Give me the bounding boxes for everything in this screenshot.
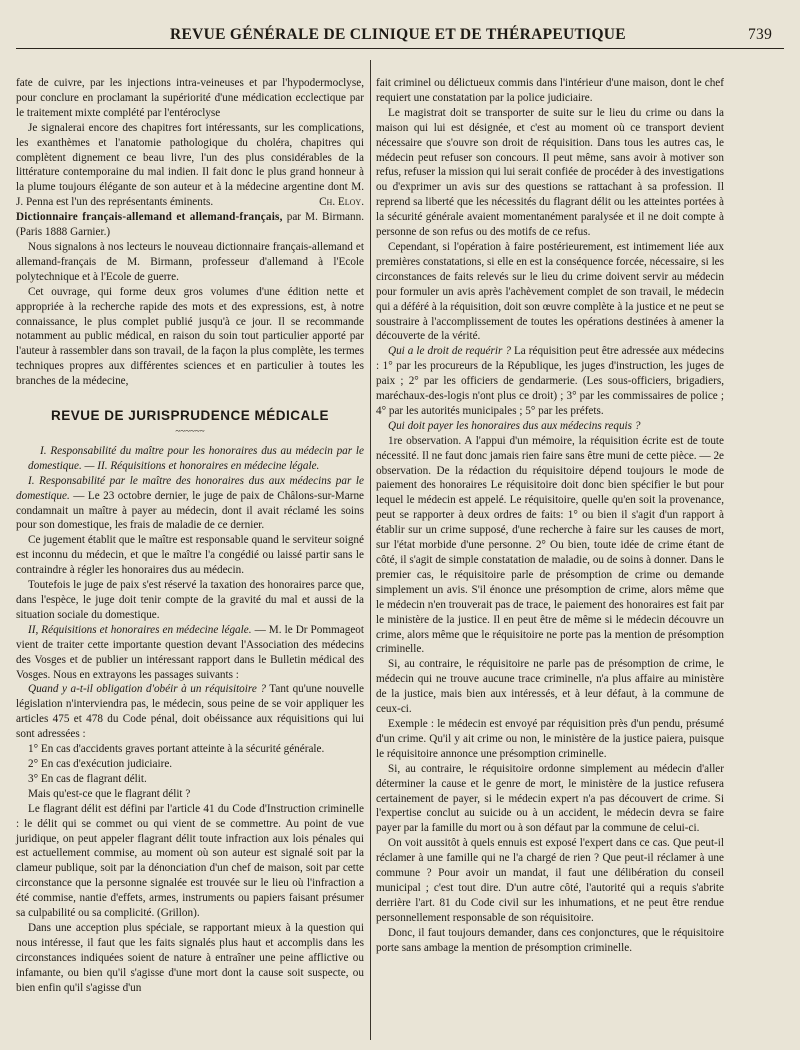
- column-separator: [370, 60, 371, 1040]
- subheading: I. Responsabilité par le maître des honoraires dus aux médecins par le domestique.: [16, 474, 364, 502]
- running-title: REVUE GÉNÉRALE DE CLINIQUE ET DE THÉRAPEUTIQUE: [170, 26, 626, 43]
- paragraph: I. Responsabilité par le maître des honoraires dus aux médecins par le domestique. — Le 23 octobre dernier, le juge de paix de Châlons-sur-Marne condamnait un maître à payer au médecin, dont il avait réclamé les soins pour son domestique, les frais de maladie de ce dernier.: [16, 474, 365, 532]
- ornament-divider: ~~~~~~: [175, 425, 205, 436]
- left-column: [16, 76, 364, 995]
- signature: Ch. Eloy.: [319, 196, 364, 209]
- list-item: 2° En cas d'exécution judiciaire.: [28, 757, 173, 770]
- paragraph: On voit aussitôt à quels ennuis est exposé l'expert dans ce cas. Que peut-il réclamer à une famille qui ne l'a chargé de rien ? Que peut-il réclamer à une commune ? Pour avoir un mandat, il faut une délibération du conseil municipal ; c'est tout dire. D'un autre côté, l'autorité qui a requis s'abrite derrière l'art. 81 du Code civil sur les inhumations, et ne peut être rendue personnellement responsable de son réquisitoire.: [376, 837, 724, 924]
- header-rule: [16, 48, 784, 49]
- paragraph: Mais qu'est-ce que le flagrant délit ?: [28, 787, 191, 800]
- right-column: [376, 76, 724, 955]
- list-item: 3° En cas de flagrant délit.: [28, 772, 147, 785]
- paragraph: Dans une acception plus spéciale, se rapportant mieux à la question qui nous intéresse, il faut que les faits signalés plus haut et accomplis dans les circonstances indiquées soient de nature à entraîner une peine afflictive ou infamante, ou bien qu'il s'agisse d'une mort dont la cause soit suspecte, ou bien enfin qu'il s'agisse d'un: [16, 921, 364, 994]
- paragraph: Toutefois le juge de paix s'est réservé la taxation des honoraires parce que, dans l'espèce, le juge doit tenir compte de la gravité du mal et aussi de la situation sociale du domestique.: [16, 579, 364, 621]
- paragraph: Ce jugement établit que le maître est responsable quand le serviteur soigné est inconnu du médecin, et que le maître l'a congédié ou laissé partir sans le contraindre à régler les honoraires dus au médecin.: [16, 534, 364, 577]
- question: Quand y a-t-il obligation d'obéir à un réquisitoire ?: [28, 683, 266, 696]
- section-title: REVUE DE JURISPRUDENCE MÉDICALE: [50, 408, 330, 424]
- paragraph: Qui a le droit de requérir ? La réquisition peut être adressée aux médecins : 1° par les procureurs de la République, les juges d'instruction, les juges de paix ; 2° par les officiers de gendarmerie. (Les sous-officiers, brigadiers, maréchaux-des-logis n'ont plus ce droit) ; 3° par les commissaires de police ; 4° par les autorités municipales ; 5° par les préfets.: [376, 345, 724, 417]
- subheading: II, Réquisitions et honoraires en médecine légale.: [28, 623, 252, 636]
- paragraph: Cependant, si l'opération à faire postérieurement, est intimement liée aux premières constatations, si elle en est la conséquence forcée, nécessaire, si les circonstances de faits relevés sur le lieu du crime doivent servir au médecin pour formuler un avis après l'achèvement complet de son travail, le médecin qui a déféré à la réquisition, doit son œuvre complète à la justice et ne peut se soustraire à l'accomplissement de toutes les opérations destinées à amener la découverte de la vérité.: [376, 240, 724, 343]
- book-title: Dictionnaire français-allemand et allemand-français,: [16, 211, 283, 224]
- paragraph: 1re observation. A l'appui d'un mémoire, la réquisition écrite est de toute nécessité. Il ne faut donc jamais rien faire sans être muni de cette pièce. — 2e observation. De la rédaction du réquisitoire dépend toujours le mode de paiement des honoraires Le réquisitoire doit donc bien spécifier le but pour lequel le médecin est appelé. Le réquisitoire, quelle qu'en soit la provenance, peut se rapporter à deux ordres de faits: 1° ou bien il s'agit d'un rapport à établir sur un crime supposé, d'une recherche à faire sur les causes de mort, sur l'état morbide d'une personne. 2° Ou bien, toute idée de crime étant de côté, il s'agit de simple constatation de maladie, ou de soins à donner. Dans le premier cas, le réquisitoire parle de présomption de crime ou demande simplement un avis. S'il énonce une présomption de crime, alors même que le médecin n'en trouverait pas de trace, le paiement des honoraires est fait par le ministère de la justice. Il en peut être de même si le médecin découvre un crime, alors même que le réquisitoire ne porte pas la mention de présomption criminelle.: [376, 434, 724, 656]
- paragraph: Exemple : le médecin est envoyé par réquisition près d'un pendu, présumé d'un crime. Qu'il y ait crime ou non, le ministère de la justice paiera, puisque le réquisitoire annonce une présomption criminelle.: [376, 717, 724, 760]
- list-item: 1° En cas d'accidents graves portant atteinte à la sécurité générale.: [28, 743, 325, 756]
- paragraph: fait criminel ou délictueux commis dans l'intérieur d'une maison, dont le chef requiert une constatation par la police judiciaire.: [376, 77, 724, 104]
- paragraph: Le magistrat doit se transporter de suite sur le lieu du crime ou dans la maison qui lui est désignée, et c'est au moment où ce transport devient nécessaire que s'ouvre son droit de réquisition. Dans tous les autres cas, le médecin peut refuser son concours. Il peut même, sans avoir à motiver son refus, refuser la mission qui lui serait confiée de procéder à des investigations ou d'exprimer un avis sur des questions se rattachant à sa profession. Il reprend sa liberté que les nécessités du flagrant délit ou les atteintes portées à la sécurité générale avaient momentanément paralysée et il ne doit compte à personne de son refus ou des motifs de ce refus.: [376, 106, 724, 239]
- section-summary: I. Responsabilité du maître pour les honoraires dus au médecin par le domestique. — II. Réquisitions et honoraires en médecine légale.: [28, 444, 364, 472]
- page-number: 739: [748, 26, 773, 43]
- paragraph: Quand y a-t-il obligation d'obéir à un réquisitoire ? Tant qu'une nouvelle législation n'interviendra pas, le médecin, sous peine de se voir appliquer les articles 475 et 478 du Code pénal, doit obéissance aux réquisitions qui lui sont adressées :: [16, 683, 364, 741]
- paragraph: Si, au contraire, le réquisitoire ne parle pas de présomption de crime, le médecin qui ne trouve aucune trace criminelle, n'a plus affaire au ministère de la justice, mais bien aux intéressés, et à leur défaut, à la commune de ceux-ci.: [376, 658, 724, 716]
- paragraph: Je signalerai encore des chapitres fort intéressants, sur les complications, les exanthèmes et l'anatomie pathologique du choléra, chapitres qui complètent dignement ce beau livre, l'un des plus considérables de la littérature contemporaine du mal indien. Il fait donc le plus grand honneur à la plume toujours élégante de son auteur et à la médecine argentine dont M. J. Penna est l'un des représentants éminents.: [16, 121, 364, 209]
- question: Qui a le droit de requérir ?: [388, 345, 511, 358]
- paragraph: fate de cuivre, par les injections intra-veineuses et par l'hypodermoclyse, pour conclure en proclamant la supériorité d'une médication ecclectique par le traitement mixte complété par l'entéroclyse: [16, 77, 364, 119]
- paragraph: Si, au contraire, le réquisitoire ordonne simplement au médecin d'aller déterminer la cause et le genre de mort, le ministère de la justice refusera certainement de payer, si le médecin expert n'a pas découvert de crime. Si l'expertise conclut au suicide ou à un accident, le médecin devra se faire payer par la famille du mort ou à son défaut par la commune de celui-ci.: [376, 762, 724, 835]
- book-review-heading: [16, 210, 364, 240]
- paragraph: Donc, il faut toujours demander, dans ces conjonctures, que le réquisitoire porte sans ambage la mention de présomption criminelle.: [376, 926, 724, 954]
- paragraph: Le flagrant délit est défini par l'article 41 du Code d'Instruction criminelle : le délit qui se commet ou qui vient de se commettre. Au point de vue juridique, on peut appeler flagrant délit toute infraction aux lois pénales qui est actuellement commise, au moment où son auteur est signalé soit par la clameur publique, soit par la dénonciation d'un chef de maison, soit par cette circonstance que la personne signalée est trouvée sur le lieu où l'infraction a été commise, nantie d'effets, armes, instruments ou papiers faisant présumer sa culpabilité ou sa complicité. (Grillon).: [16, 802, 364, 920]
- paragraph: Cet ouvrage, qui forme deux gros volumes d'une édition nette et appropriée à la recherche rapide des mots et des expressions, est, à notre connaissance, le plus complet publié jusqu'à ce jour. Il se recommande notamment au public médical, en raison du soin tout particulier apporté par l'auteur à rassembler dans son travail, de la façon la plus complète, les termes techniques propres aux différentes sciences et en particulier à toutes les branches de la médecine,: [16, 285, 364, 388]
- book-author: par M. Birmann. (Paris 1888 Garnier.): [16, 211, 364, 239]
- question: Qui doit payer les honoraires dus aux médecins requis ?: [388, 419, 641, 432]
- paragraph: Nous signalons à nos lecteurs le nouveau dictionnaire français-allemand et allemand-français de M. Birmann, professeur d'allemand à l'Ecole polytechnique et à l'Ecole de guerre.: [16, 240, 364, 283]
- paragraph: II, Réquisitions et honoraires en médecine légale. — M. le Dr Pommageot vient de traiter cette importante question devant l'Association des médecins des Vosges et de publier un intéressant rapport dans le Bulletin médical des Vosges. Nous en extrayons les passages suivants :: [16, 623, 364, 681]
